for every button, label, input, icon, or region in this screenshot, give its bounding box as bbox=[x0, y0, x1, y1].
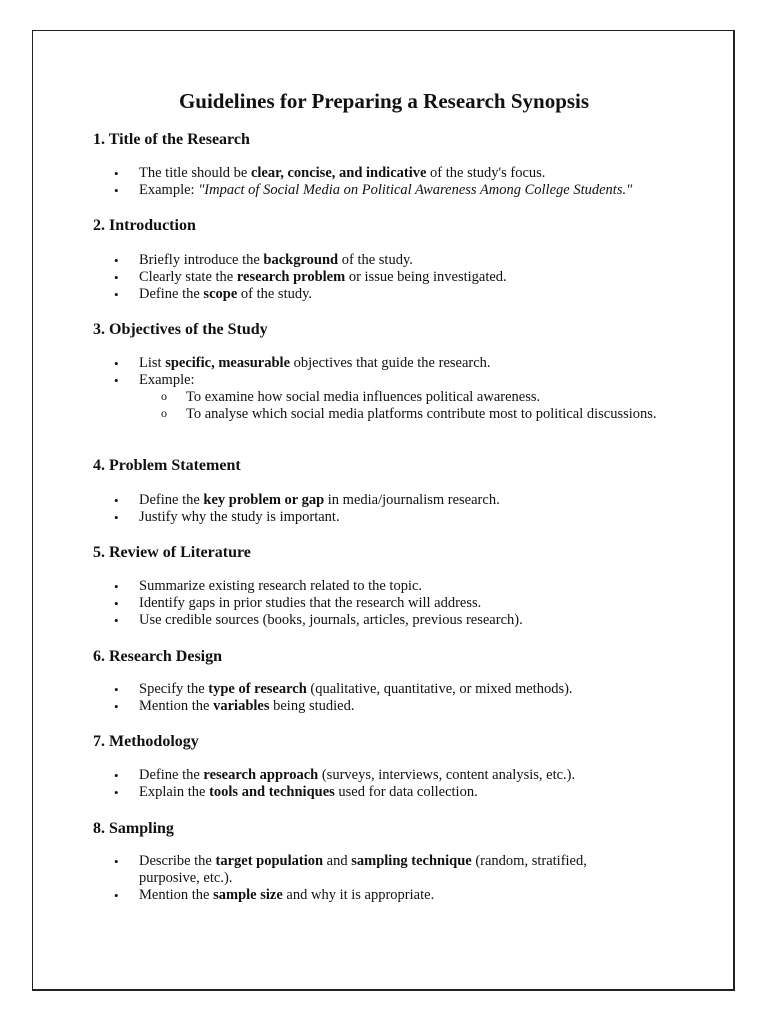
section-review-of-literature bbox=[93, 543, 693, 628]
bold-text: target population bbox=[215, 853, 324, 869]
bullet-list bbox=[93, 252, 507, 303]
section-title-of-research bbox=[93, 130, 693, 198]
bold-text: research approach bbox=[203, 767, 319, 783]
bold-text: sampling technique bbox=[351, 853, 472, 869]
bullet-item bbox=[93, 578, 523, 595]
sub-bullet-list bbox=[139, 389, 657, 423]
text-run: Use credible sources (books, journals, articles, previous research). bbox=[139, 612, 523, 628]
bullet-item bbox=[93, 681, 573, 698]
section-heading: 3. Objectives of the Study bbox=[93, 321, 268, 338]
text-run: Example: bbox=[139, 182, 199, 198]
italic-text: "Impact of Social Media on Political Awareness Among College Students." bbox=[198, 182, 633, 198]
bold-text: specific, measurable bbox=[165, 355, 291, 371]
bullet-item bbox=[93, 612, 523, 629]
bullet-item bbox=[93, 286, 507, 303]
text-run: Define the bbox=[139, 492, 204, 508]
bullet-item bbox=[93, 767, 575, 784]
bullet-item bbox=[93, 182, 632, 199]
text-run: Specify the bbox=[139, 681, 209, 697]
bullet-item bbox=[93, 269, 507, 286]
bullet-list bbox=[93, 355, 657, 423]
bullet-item bbox=[93, 887, 613, 904]
text-run: Define the bbox=[139, 767, 204, 783]
text-run: Summarize existing research related to the topic. bbox=[139, 578, 423, 594]
text-run: Identify gaps in prior studies that the research will address. bbox=[139, 595, 482, 611]
text-run: The title should be bbox=[139, 165, 251, 181]
bold-text: background bbox=[263, 252, 339, 268]
bullet-list bbox=[93, 853, 613, 904]
text-run: (qualitative, quantitative, or mixed methods). bbox=[306, 681, 573, 697]
text-run: Mention the bbox=[139, 887, 214, 903]
text-run: Clearly state the bbox=[139, 269, 237, 285]
text-run: used for data collection. bbox=[334, 784, 478, 800]
bullet-item bbox=[93, 853, 613, 887]
bullet-list bbox=[93, 578, 523, 629]
bold-text: clear, concise, and indicative bbox=[250, 165, 427, 181]
document-title: Guidelines for Preparing a Research Synopsis bbox=[178, 89, 590, 113]
text-run: (random, stratified, purposive, etc.). bbox=[139, 853, 587, 886]
section-research-design bbox=[93, 647, 693, 714]
text-run: Define the bbox=[139, 286, 204, 302]
bullet-item bbox=[93, 784, 575, 801]
text-run: Justify why the study is important. bbox=[139, 509, 340, 525]
section-heading: 7. Methodology bbox=[93, 733, 199, 750]
section-problem-statement bbox=[93, 456, 693, 525]
text-run: or issue being investigated. bbox=[345, 269, 507, 285]
bullet-item bbox=[93, 252, 507, 269]
sub-bullet-item: o To analyse which social media platforms contribute most to political discussions. bbox=[139, 406, 657, 423]
text-run: of the study's focus. bbox=[426, 165, 546, 181]
text-run: Explain the bbox=[139, 784, 210, 800]
bold-text: scope bbox=[203, 286, 238, 302]
sub-bullet-item: o To examine how social media influences political awareness. bbox=[139, 389, 657, 406]
bold-text: variables bbox=[213, 698, 270, 714]
section-objectives bbox=[93, 320, 693, 422]
section-heading: 4. Problem Statement bbox=[93, 457, 241, 474]
section-sampling bbox=[93, 819, 693, 903]
bullet-list bbox=[93, 767, 575, 801]
section-methodology bbox=[93, 732, 693, 800]
bullet-item bbox=[93, 492, 500, 509]
text-run: objectives that guide the research. bbox=[290, 355, 491, 371]
section-introduction bbox=[93, 216, 693, 302]
section-heading: 1. Title of the Research bbox=[93, 131, 250, 148]
bullet-list bbox=[93, 681, 573, 715]
bullet-item bbox=[93, 355, 657, 372]
text-run: and bbox=[323, 853, 352, 869]
section-heading: 5. Review of Literature bbox=[93, 544, 251, 561]
bold-text: key problem or gap bbox=[203, 492, 325, 508]
bullet-item bbox=[93, 595, 523, 612]
bullet-item bbox=[93, 509, 500, 526]
bullet-list bbox=[93, 165, 632, 199]
section-heading: 8. Sampling bbox=[93, 820, 174, 837]
section-heading: 2. Introduction bbox=[93, 217, 196, 234]
bold-text: tools and techniques bbox=[209, 784, 335, 800]
section-heading: 6. Research Design bbox=[93, 648, 223, 665]
text-run: Describe the bbox=[139, 853, 216, 869]
text-run: (surveys, interviews, content analysis, etc.). bbox=[318, 767, 576, 783]
text-run: of the study. bbox=[237, 286, 313, 302]
bullet-item bbox=[93, 165, 632, 182]
text-run: Mention the bbox=[139, 698, 214, 714]
bullet-item bbox=[93, 698, 573, 715]
bold-text: type of research bbox=[208, 681, 307, 697]
text-run: Example: bbox=[139, 372, 195, 388]
text-run: being studied. bbox=[269, 698, 355, 714]
text-run: List bbox=[139, 355, 166, 371]
bullet-item bbox=[93, 372, 657, 423]
text-run: in media/journalism research. bbox=[324, 492, 500, 508]
bold-text: research problem bbox=[236, 269, 346, 285]
bullet-list bbox=[93, 492, 500, 526]
text-run: and why it is appropriate. bbox=[282, 887, 435, 903]
text-run: of the study. bbox=[338, 252, 413, 268]
text-run: Briefly introduce the bbox=[139, 252, 264, 268]
bold-text: sample size bbox=[213, 887, 283, 903]
